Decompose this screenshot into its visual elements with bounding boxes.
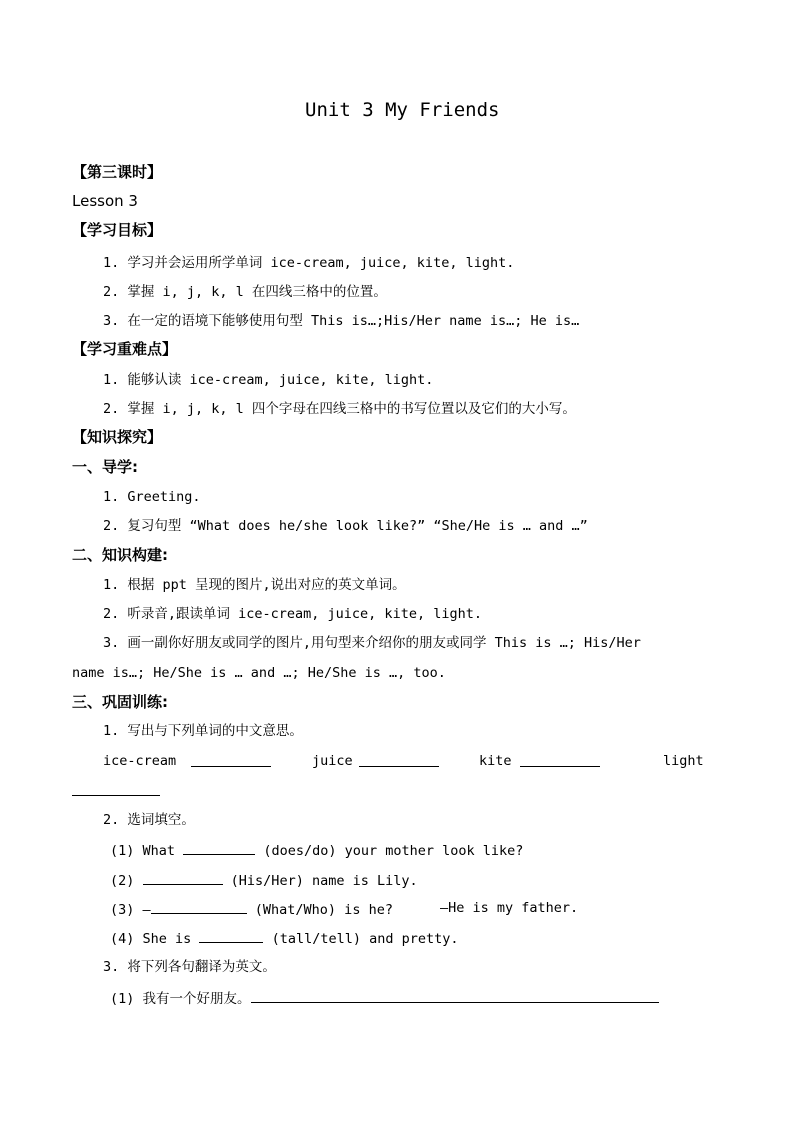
guide-heading: 一、导学: [72,458,138,476]
answer-blank[interactable] [359,752,439,767]
answer-line[interactable] [251,988,659,1003]
lesson-label: Lesson 3 [72,192,138,210]
guide-item: 2. 复习句型 “What does he/she look like?” “She/He is … and …” [103,518,588,534]
q2-answer-text: —He is my father. [440,900,579,916]
explore-heading: 【知识探究】 [72,428,163,446]
q2-item: (2) (His/Her) name is Lily. [110,870,418,890]
practice-heading: 三、巩固训练: [72,693,168,711]
build-item: 1. 根据 ppt 呈现的图片,说出对应的英文单词。 [103,577,406,593]
answer-blank[interactable] [183,840,255,855]
build-item: name is…; He/She is … and …; He/She is …, too. [72,665,446,681]
q3-label: 3. 将下列各句翻译为英文。 [103,959,276,975]
q2-item: (4) She is (tall/tell) and pretty. [110,928,459,948]
q2-item: (1) What (does/do) your mother look like? [110,840,523,860]
build-heading: 二、知识构建: [72,546,168,564]
build-item: 2. 听录音,跟读单词 ice-cream, juice, kite, light. [103,606,482,622]
keypoint-item: 2. 掌握 i, j, k, l 四个字母在四线三格中的书写位置以及它们的大小写。 [103,401,576,417]
build-item: 3. 画一副你好朋友或同学的图片,用句型来介绍你的朋友或同学 This is …; His/Her [103,635,641,651]
period-heading: 【第三课时】 [72,163,163,181]
keypoint-item: 1. 能够认读 ice-cream, juice, kite, light. [103,372,434,388]
answer-blank[interactable] [143,870,223,885]
answer-blank[interactable] [191,752,271,767]
goal-item: 1. 学习并会运用所学单词 ice-cream, juice, kite, light. [103,255,515,271]
q2-label: 2. 选词填空。 [103,812,195,828]
q1-label: 1. 写出与下列单词的中文意思。 [103,723,303,739]
q1-word: kite [479,753,512,769]
page-title: Unit 3 My Friends [305,99,500,121]
keypoints-heading: 【学习重难点】 [72,340,178,358]
answer-blank[interactable] [72,781,160,796]
q1-word: ice-cream [103,753,177,769]
q2-item: (3) — (What/Who) is he? [110,899,393,919]
answer-blank[interactable] [520,752,600,767]
q3-item: (1) 我有一个好朋友。 [110,988,659,1008]
q1-word: light [663,753,704,769]
answer-blank[interactable] [199,928,263,943]
answer-blank[interactable] [151,899,247,914]
goal-item: 3. 在一定的语境下能够使用句型 This is…;His/Her name is…; He is… [103,313,580,329]
guide-item: 1. Greeting. [103,489,201,505]
goals-heading: 【学习目标】 [72,221,163,239]
goal-item: 2. 掌握 i, j, k, l 在四线三格中的位置。 [103,284,387,300]
q1-word: juice [312,753,353,769]
